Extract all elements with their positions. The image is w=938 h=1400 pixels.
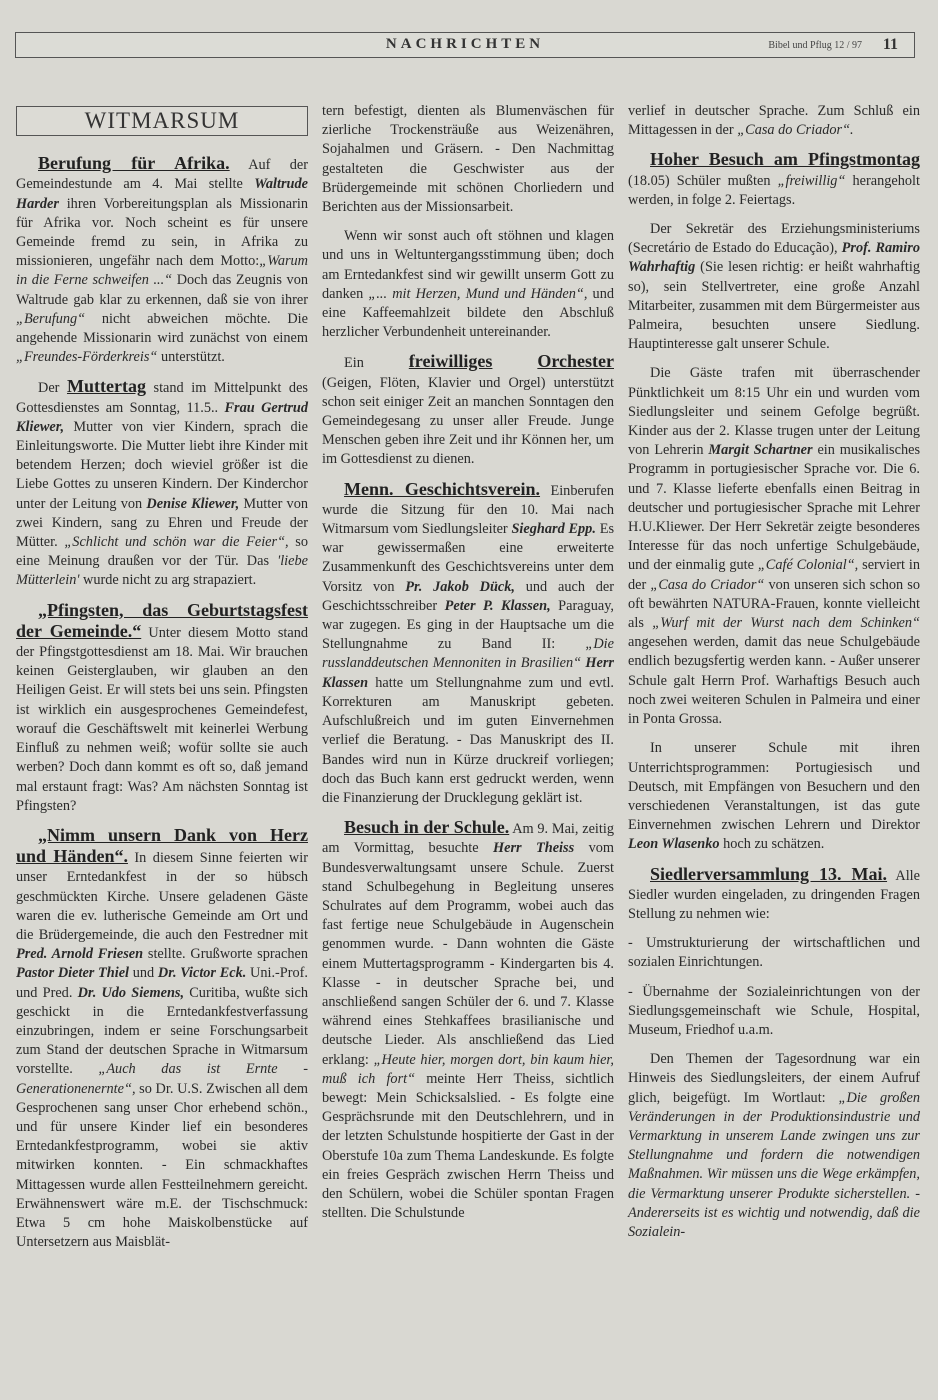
headline-orchester: Orchester	[537, 351, 614, 372]
headline-geschichtsverein: Menn. Geschichtsverein.	[344, 478, 541, 499]
page-header	[15, 32, 915, 58]
article-geschichtsverein: Menn. Geschichtsverein. Einberufen wurde die Sitzung für den 10. Mai nach Witmarsum vom Siedlungsleiter Sieghard Epp. Es war gewissermaßen eine erweiterte Zusammenkunft des Geschichtsvereins unter dem Vorsitz von Pr. Jakob Dück, und auch der Geschichtsschreiber Peter P. Klassen, Paraguay, war zugegen. Es ging in der Hauptsache um die Stellungnahme zu Band II: „Die russlanddeutschen Mennoniten in Brasilien“ Herr Klassen hatte um Stellungnahme zum und evtl. Korrekturen am Manuskript gebeten. Aufschlußreich und im guten Einvernehmen verlief die Beratung. - Das Manuskript des II. Bandes wird nun in Kürze druckreif vorliegen; doch das Buch kann erst gedruckt werden, wenn die Finanzierung der Drucklegung geklärt ist.	[322, 478, 615, 806]
paragraph-continuation: verlief in deutscher Sprache. Zum Schluß ein Mittagessen in der „Casa do Criador“.	[628, 103, 920, 139]
article-pfingstmontag: Hoher Besuch am Pfingstmontag (18.05) Schüler mußten „freiwillig“ herangeholt werden, in folge 2. Feiertags.	[628, 149, 921, 208]
paragraph-continuation: tern befestigt, dienten als Blumenväschen für zierliche Trockensträuße aus Weizenähren, Sojahalmen und Gräsern. - Den Nachmittag gestalteten die Geschwister aus der Brüdergemeinde mit schönen Chorliedern und Berichten aus der Missionsarbeit.	[322, 103, 614, 216]
headline-pfingsten: „Pfingsten, das Geburtstagsfest der Gemeinde.“	[16, 599, 308, 641]
paragraph-dank: Wenn wir sonst auch oft stöhnen und klagen und uns in Weltuntergangsstimmung üben; doch am Erntedankfest sind wir gewillt unserm Gott zu danken „... mit Herzen, Mund und Händen“, und eine Kaffeemahlzeit bildete den Abschluß herzlicher Verbundenheit untereinander.	[322, 228, 614, 341]
paragraph-aufruf: Den Themen der Tagesordnung war ein Hinweis des Siedlungsleiters, der einem Aufruf glich, beigefügt. Im Wortlaut: „Die großen Veränderungen in der Produktionsindustrie und Vermarktung in unserem Lande zwingen uns zur Stellungnahme und fordern die notwendigen Maßnahmen. Wir müssen uns die Wege erkämpfen, die Vermarktung unserer Produkte sicherstellen. - Andererseits ist es wichtig und notwendig, daß die Sozialein-	[628, 1051, 920, 1240]
headline-erntedank: „Nimm unsern Dank von Herz und Händen“.	[16, 824, 308, 867]
article-siedlerversammlung: Siedlerversammlung 13. Mai. Alle Siedler wurden eingeladen, zu dringenden Fragen Stellung zu nehmen wie:	[628, 863, 920, 922]
page-number: 11	[882, 36, 898, 53]
article-orchester: Ein freiwilliges Orchester (Geigen, Flöten, Klavier und Orgel) unterstützt schon seit einiger Zeit an manchen Sonntagen den Gemeindegesang zu unser aller Freude. Junge Menschen geben ihre Zeit und ihr Können her, um im Gottesdienst zu dienen.	[322, 351, 614, 468]
headline-freiwilliges: freiwilliges	[408, 351, 493, 372]
headline-siedlerversammlung: Siedlerversammlung 13. Mai.	[650, 863, 888, 884]
article-erntedank: „Nimm unsern Dank von Herz und Händen“. In diesem Sinne feierten wir unser Erntedankfest in der so hübsch geschmückten Kirche. Unsere geladenen Gäste waren die ev. lutherische Gemeinde am Ort und die Brüdergemeinde, die auch den Festredner mit Pred. Arnold Friesen stellte. Grußworte sprachen Pastor Dieter Thiel und Dr. Victor Eck. Uni.-Prof. und Pred. Dr. Udo Siemens, Curitiba, wußte sich geschickt in die Erntedankfestverfassung einzubringen, indem er seine Forschungsarbeit zum Stand der deutschen Sprache in Witmarsum vorstellte. „Auch das ist Ernte - Generationenernte“, so Dr. U.S. Zwischen all dem Gesprochenen sang unser Chor erhebend schön., und für unsere Kinder lief ein besonderes Erntedankfestprogramm, wobei sie aktiv mitwirken konnten. - Ein schmackhaftes Mittagessen wurde allen Festteilnehmern gereicht. Erwähnenswert wäre m.E. der Tischschmuck: Etwa 5 cm hohe Maiskolbenstücke auf Untersetzern aus Maisblät-	[16, 824, 309, 1251]
article-muttertag: Der Muttertag stand im Mittelpunkt des Gottesdienstes am Sonntag, 11.5.. Frau Gertrud Kliewer, Mutter von vier Kindern, sprach die Einleitungsworte. Die Mutter liebt ihre Kinder mit betendem Herzen; doch wieviel größer ist die Liebe Gottes zu unseren Kindern. Der Kinderchor unter der Leitung von Denise Kliewer, Mutter von zwei Kindern, sang zu Ehren und Freude der Mütter. „Schlicht und schön war die Feier“, so eine Meinung draußen vor der Tür. Das 'liebe Mütterlein' wurde nicht zu arg strapaziert.	[16, 376, 308, 589]
headline-muttertag: Muttertag	[66, 376, 146, 397]
paragraph-sekretaer: Der Sekretär des Erziehungsministeriums (Secretário de Estado do Educação), Prof. Ramiro Wahrhaftig (Sie lesen richtig: er heißt wahrhaftig so), sein Stellvertreter, eine große Anzahl Mitarbeiter, zusammen mit dem Bürgermeister aus Palmeira, besuchten unsere Siedlung. Hauptinteresse galt unserer Schule.	[628, 221, 920, 353]
article-schulbesuch: Besuch in der Schule. Am 9. Mai, zeitig am Vormittag, besuchte Herr Theiss vom Bundesverwaltungsamt unsere Schule. Zuerst stand Schulbegehung in Begleitung unseres Schulrates auf dem Programm, wobei auch das fast fertige neue Schulgebäude in Augenschein genommen wurde. - Dann wohnten die Gäste einem Muttertagsprogramm - Kindergarten bis 4. Klasse - in deutscher Sprache bei, und anschließend sangen Schüler der 6. und 7. Klasse während eines Stehkaffees brasilianische und deutsche Lieder. Als anschließend das Lied erklang: „Heute hier, morgen dort, bin kaum hier, muß ich fort“ meinte Herr Theiss, sichtlich bewegt: Mein Schicksalslied. - Es folgte eine Gesprächsrunde mit den Deutschlehrern, und in der letzten Schulstunde hospitierte der Gast in der Oberstufe 10a zum Thema Landeskunde. Es folgte ein freies Gespräch zwischen Herrn Theiss und den Schülern, wobei die Schüler spontan Fragen stellten. Die Schulstunde	[322, 817, 614, 1222]
article-pfingsten: „Pfingsten, das Geburtstagsfest der Gemeinde.“ Unter diesem Motto stand der Pfingstgottesdienst am 18. Mai. Wir brauchen keinen Geisterglauben, wir glauben an den Heiligen Geist. Er will stets bei uns sein. Pfingsten ist wirklich ein ausgesprochenes Gemeindefest, worauf die Geschäftswelt mit keinerlei Werbung Einfluß zu nehmen weiß; wofür sollte sie auch werben? Doch dann kommt es oft so, daß jemand mal erstaunt fragt: Was? Am nächsten Sonntag ist Pfingsten?	[16, 599, 308, 814]
headline-pfingstmontag: Hoher Besuch am Pfingstmontag	[650, 149, 920, 170]
list-item: - Übernahme der Sozialeinrichtungen von der Siedlungsgemeinschaft wie Schule, Hospital, Museum, Friedhof u.a.m.	[628, 983, 920, 1038]
column-1	[16, 102, 308, 1262]
headline-schulbesuch: Besuch in der Schule.	[344, 817, 510, 838]
section-title: NACHRICHTEN	[385, 36, 545, 52]
article-berufung: Berufung für Afrika. Auf der Gemeindestunde am 4. Mai stellte Waltrude Harder ihren Vorbereitungsplan als Missionarin für Afrika vor. Noch scheint es für unsere Gemeinde fremd zu sein, in Afrika zu missionieren, ungefähr nach dem Motto:„Warum in die Ferne schweifen ...“ Doch das Zeugnis von Waltrude gab klar zu erkennen, daß sie von ihrer „Berufung“ nicht abweichen möchte. Die angehende Missionarin wird zunächst von einem „Freundes-Förderkreis“ unterstützt.	[16, 153, 308, 366]
list-item: - Umstrukturierung der wirtschaftlichen und sozialen Einrichtungen.	[628, 935, 920, 971]
place-title: WITMARSUM	[16, 106, 308, 136]
column-2	[322, 102, 614, 1233]
paragraph-schule: In unserer Schule mit ihren Unterrichtsprogrammen: Portugiesisch und Deutsch, mit Empfängen von Besuchern und den verschiedenen Veranstaltungen, ist das gute Einvernehmen zwischen Lehrern und Direktor Leon Wlasenko hoch zu schätzen.	[628, 740, 920, 853]
paragraph-gaeste: Die Gäste trafen mit überraschender Pünktlichkeit um 8:15 Uhr ein und wurden vom Siedlungsleiter und seinem Gefolge begrüßt. Kinder aus der 2. Klasse trugen unter der Leitung von Lehrerin Margit Schartner ein musikalisches Programm in portugiesischer Sprache vor. Die 6. und 7. Klasse lieferte ebenfalls einen Beitrag in deutscher und portugiesischer Sprache mit Lehrer H.U.Kliewer. Der Herr Sekretär zeigte besonderes Interesse für das noch unfertige Schulgebäude, und der einmalig gute „Café Colonial“, serviert in der „Casa do Criador“ von unseren sich schon so oft bewährten NATURA-Frauen, konnte vielleicht als „Wurf mit der Wurst nach dem Schinken“ angesehen werden, damit das neue Schulgebäude endlich bezugsfertig werden kann. - Außer unserer Schule galt Herrn Prof. Warhaftigs Besuch auch noch zwei weiteren Schulen in Palmeira und einer in Ponta Grossa.	[628, 365, 921, 728]
magazine-issue: Bibel und Pflug 12 / 97	[768, 40, 862, 51]
column-3	[628, 102, 920, 1252]
headline-berufung: Berufung für Afrika.	[38, 153, 230, 174]
